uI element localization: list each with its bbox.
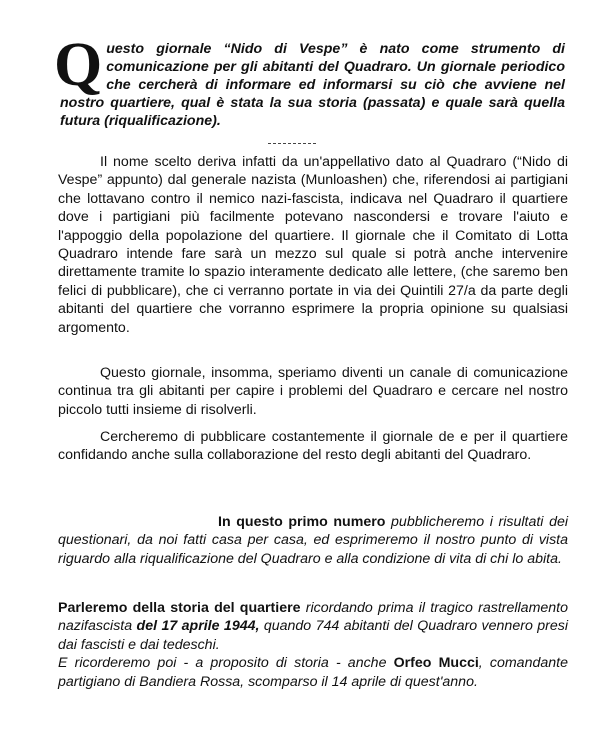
paragraph-first-issue [58, 513, 568, 568]
paragraph-history [58, 599, 568, 691]
intro-paragraph [54, 31, 565, 130]
history-person-name: Orfeo Mucci [393, 655, 479, 672]
paragraph-name-origin: Il nome scelto deriva infatti da un'appellativo dato al Quadraro (“Nido di Vespe” appunto) dal generale nazista (Munloashen) che, riferendosi ai partigiani che lottavano contro il nemico nazi-fascista, indicava nel Quadraro il quartiere dove i partigiani più facilmente potevano nascondersi e trovare l'aiuto e l'appoggio della popolazione del quartiere. Il giornale che il Comitato di Lotta Quadraro intende fare sarà un mezzo sul quale si potrà anche intervenire direttamente tramite lo spazio interamente dedicato alle lettere, (che saremo ben felici di pubblicare), che ci verranno portate in via dei Quintili 27/a da parte degli abitanti del quartiere che vorranno esprimere la propria opinione su qualsiasi argomento. [58, 154, 568, 336]
drop-cap: Q [54, 31, 103, 99]
paragraph-communication: Questo giornale, insomma, speriamo diventi un canale di comunicazione continua tra gli abitanti per capire i problemi del Quadraro e cercare nel nostro piccolo tutti insieme di risolverli. [58, 365, 568, 418]
first-issue-heading: In questo primo numero [218, 514, 386, 530]
separator-line [268, 143, 316, 144]
intro-text: uesto giornale “Nido di Vespe” è nato come strumento di comunicazione per gli abitanti del Quadraro. Un giornale periodico che cercherà di informare ed informarsi su ciò che avviene nel nostro quartiere, qual è stata la sua storia (passata) e quale sarà quella futura (riqualificazione). [60, 41, 565, 129]
history-text-1: ricordando prima il tragico rastrellamento nazifascista [58, 600, 568, 635]
history-date: del 17 aprile 1944, [136, 618, 260, 635]
history-text-4: , comandante partigiano di Bandiera Rossa, scomparso il 14 aprile di quest'anno. [58, 655, 568, 690]
first-issue-text: pubblicheremo i risultati dei questionari, da noi fatti casa per casa, ed esprimeremo il nostro punto di vista riguardo alla riqualificazione del Quadraro e alla condizione di vita di chi lo abita. [58, 514, 568, 567]
history-heading: Parleremo della storia del quartiere [58, 600, 301, 616]
paragraph-publishing: Cercheremo di pubblicare costantemente il giornale de e per il quartiere confidando anche sulla collaborazione del resto degli abitanti del Quadraro. [58, 429, 568, 464]
history-text-2: quando 744 abitanti del Quadraro vennero presi dai fascisti e dai tedeschi. [58, 618, 568, 653]
history-text-3: E ricorderemo poi - a proposito di storia - anche [58, 655, 394, 672]
